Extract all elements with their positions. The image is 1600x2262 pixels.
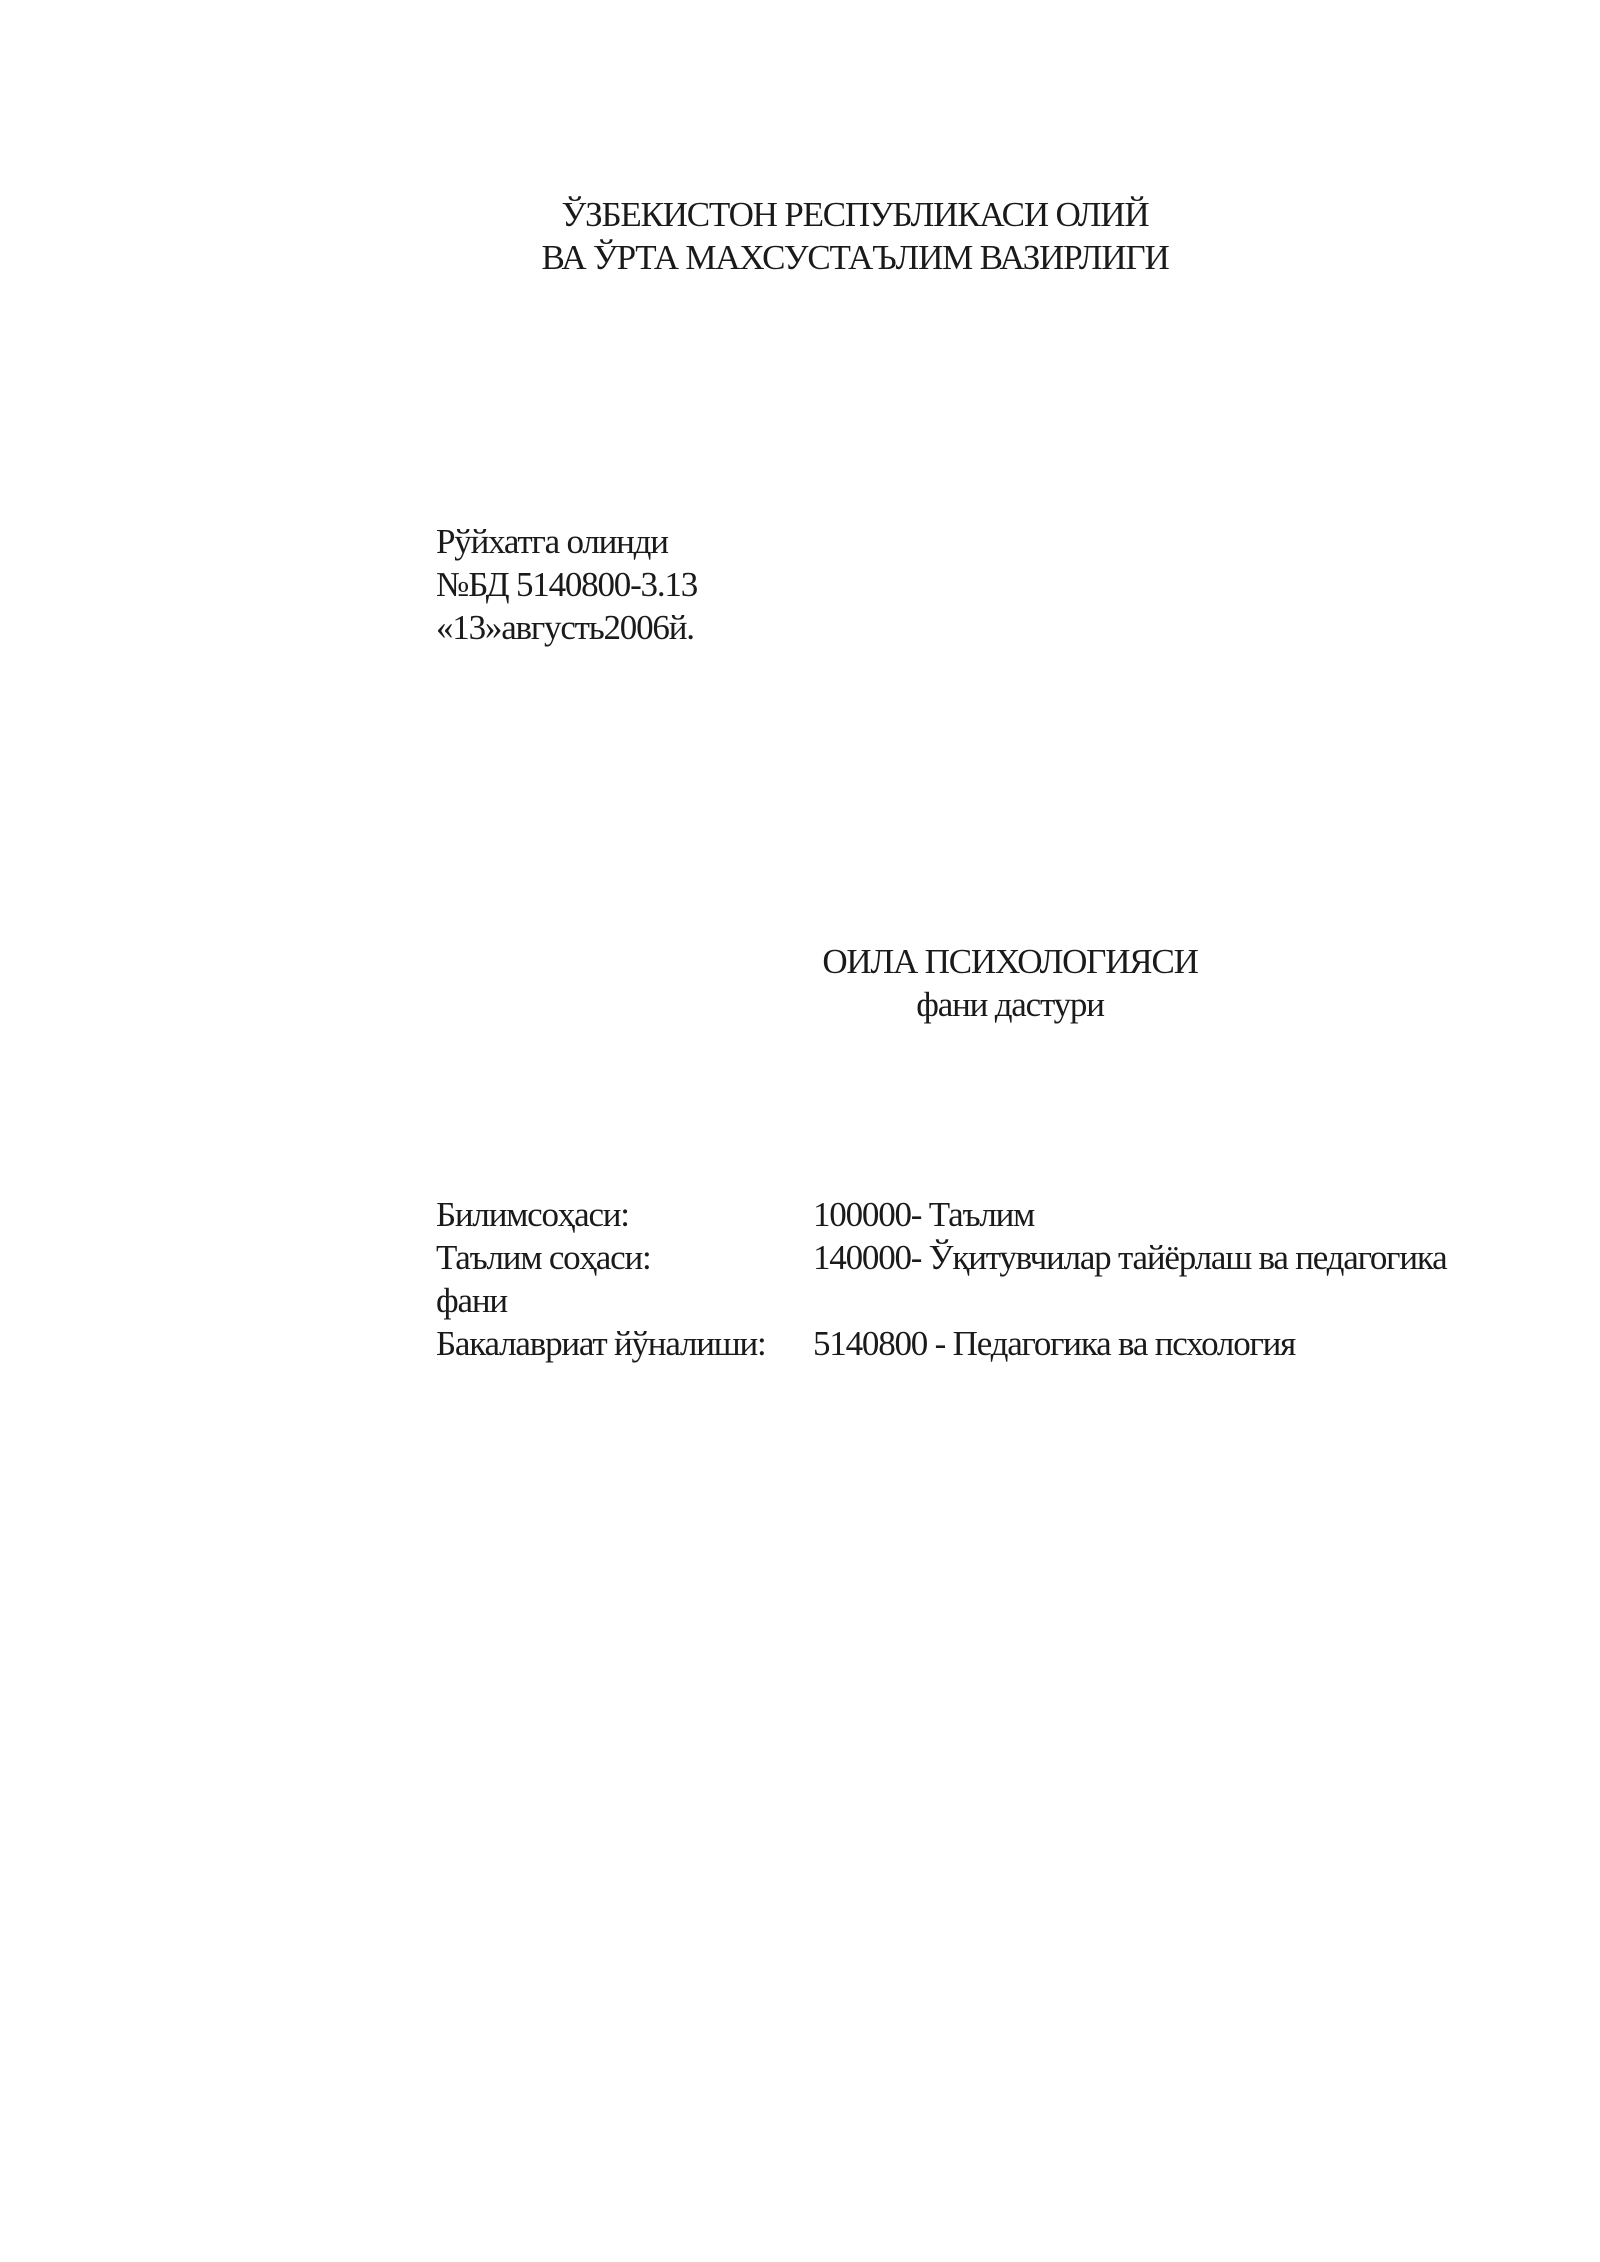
- classification-value: 5140800 - Педагогика ва псхология: [813, 1324, 1296, 1363]
- classification-label: Билимсоҳаси:: [436, 1195, 629, 1234]
- classification-label: Таълим соҳаси:: [436, 1238, 651, 1277]
- classification-value: 100000- Таълим: [813, 1195, 1035, 1234]
- ministry-header: [420, 193, 1290, 279]
- subject-title-block: [700, 940, 1320, 1026]
- registration-block: [436, 520, 697, 649]
- registration-status: Рўйхатга олинди: [436, 522, 668, 561]
- ministry-line-1: ЎЗБЕКИСТОН РЕСПУБЛИКАСИ ОЛИЙ: [561, 195, 1149, 234]
- registration-date: «13»августь2006й.: [436, 608, 694, 647]
- subject-subtitle: фани дастури: [916, 985, 1104, 1024]
- classification-label: фани: [436, 1281, 507, 1320]
- registration-number: №БД 5140800-3.13: [436, 565, 697, 604]
- classification-label: Бакалавриат йўналиши:: [436, 1324, 766, 1363]
- subject-title: ОИЛА ПСИХОЛОГИЯСИ: [822, 942, 1198, 981]
- classification-value: 140000- Ўқитувчилар тайёрлаш ва педагогика: [813, 1238, 1447, 1277]
- ministry-line-2: ВА ЎРТА МАХСУСТАЪЛИМ ВАЗИРЛИГИ: [541, 238, 1169, 277]
